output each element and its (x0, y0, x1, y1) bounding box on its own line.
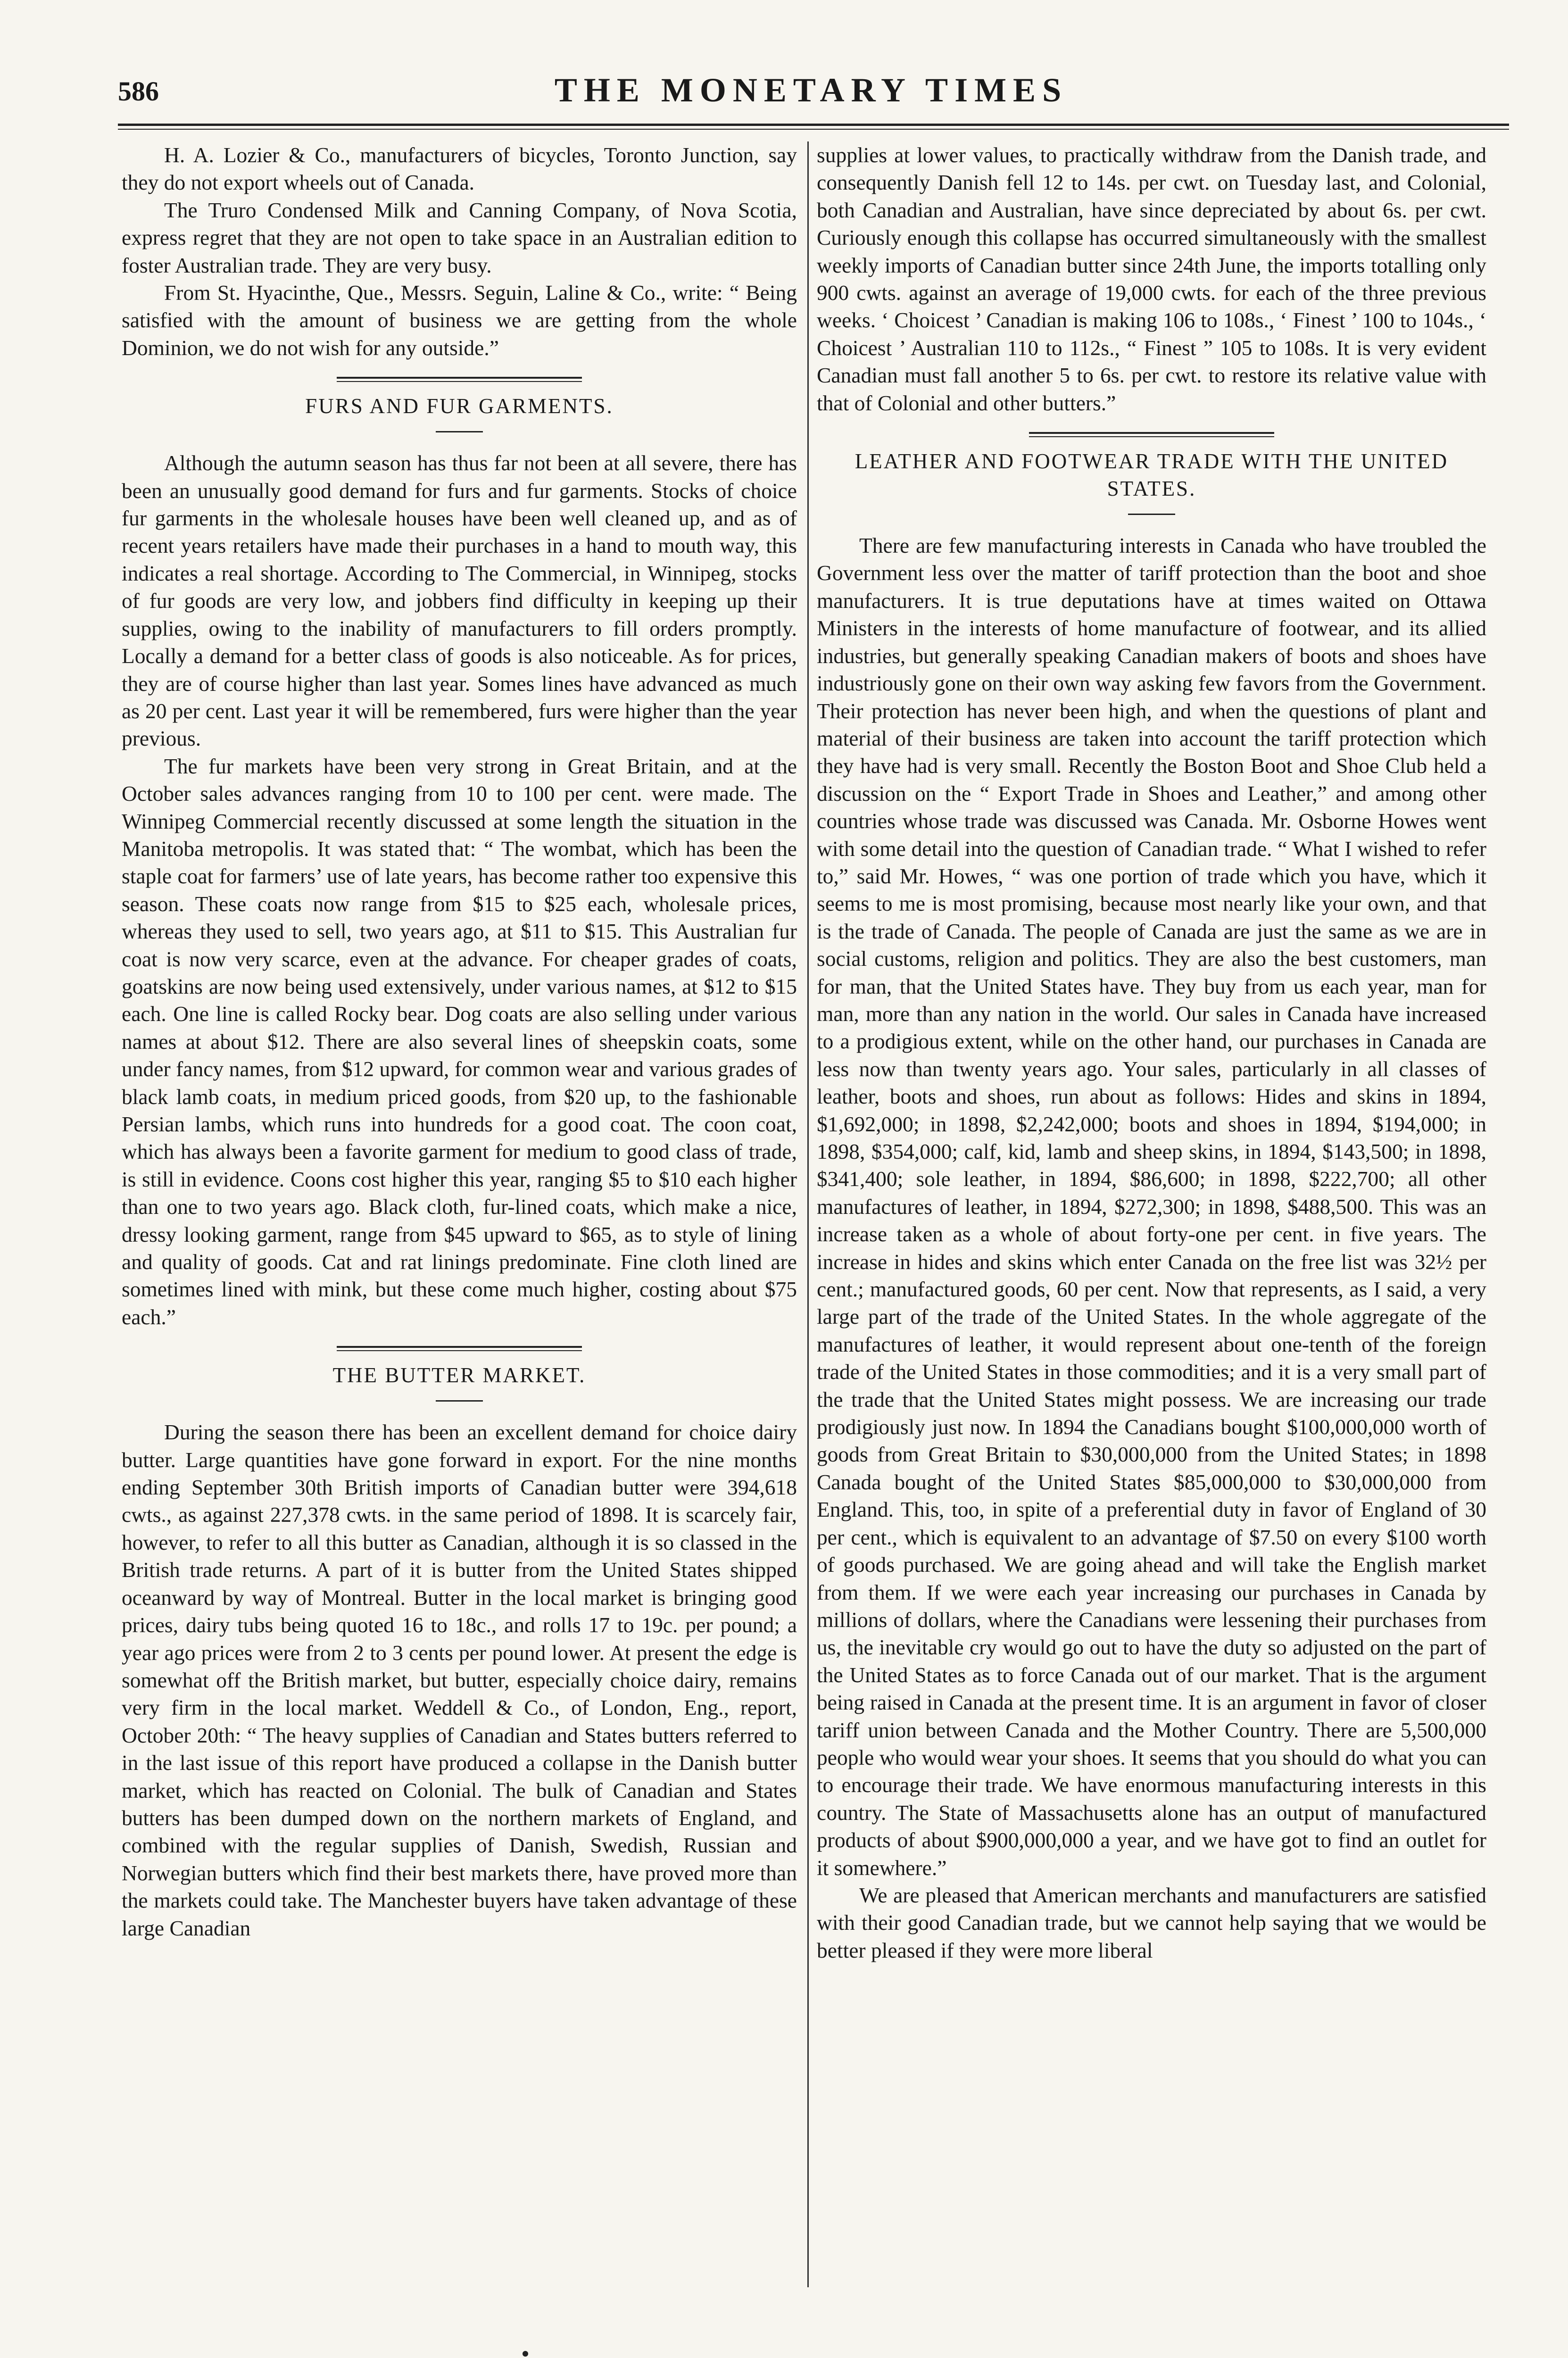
section-divider (337, 377, 582, 382)
left-column (122, 141, 797, 1942)
heading-rule (1128, 514, 1175, 515)
section-divider (1029, 432, 1274, 437)
leather-heading: LEATHER AND FOOTWEAR TRADE WITH THE UNITED STATES. (855, 449, 1449, 501)
decorative-dot (523, 2351, 528, 2357)
column-divider (807, 141, 809, 2287)
butter-continued-paragraph: supplies at lower values, to practically withdraw from the Danish trade, and consequently Danish fell 12 to 14s. per cwt. on Tuesday last, and Colonial, both Canadian and Australian, have since depreciated by about 6s. per cwt. Curiously enough this collapse has occurred simultaneously with the smallest weekly imports of Canadian butter since 24th June, the imports totalling only 900 cwts. against an average of 19,000 cwts. for each of the three previous weeks. ‘ Choicest ’ Canadian is making 106 to 108s., ‘ Finest ’ 100 to 104s., ‘ Choicest ’ Australian 110 to 112s., “ Finest ” 105 to 108s. It is very evident Canadian must fall another 5 to 6s. per cwt. to restore its relative value with that of Colonial and other butters.” (817, 143, 1486, 415)
leather-paragraph: We are pleased that American merchants and manufacturers are satisfied with their good Canadian trade, but we cannot help saying that we would be better pleased if they were more liberal (817, 1883, 1486, 1962)
right-column (817, 141, 1486, 1964)
masthead-rule (118, 124, 1509, 130)
paragraph-truro: The Truro Condensed Milk and Canning Company, of Nova Scotia, express regret that they are not open to take space in an Australian edition to foster Australian trade. They are very busy. (122, 198, 797, 277)
heading-rule (436, 1400, 483, 1402)
heading-rule (436, 431, 483, 432)
masthead (118, 71, 1504, 123)
newspaper-title: THE MONETARY TIMES (554, 71, 1068, 109)
butter-paragraph: During the season there has been an excellent demand for choice dairy butter. Large quantities have gone forward in export. For the nine months ending September 30th British imports of Canadian butter were 394,618 cwts., as against 227,378 cwts. in the same period of 1898. It is scarcely fair, however, to refer to all this butter as Canadian, although it is so classed in the British trade returns. A part of it is butter from the United States shipped oceanward by way of Montreal. Butter in the local market is bringing good prices, dairy tubs being quoted 16 to 18c., and rolls 17 to 19c. per pound; a year ago prices were from 2 to 3 cents per pound lower. At present the edge is somewhat off the British market, but butter, especially choice dairy, remains very firm in the local market. Weddell & Co., of London, Eng., report, October 20th: “ The heavy supplies of Canadian and States butters referred to in the last issue of this report have produced a collapse in the Danish butter market, which has reacted on Colonial. The bulk of Canadian and States butters has been dumped down on the northern markets of England, and combined with the regular supplies of Danish, Swedish, Russian and Norwegian butters which find their best markets there, have proved more than the markets could take. The Manchester buyers have taken advantage of these large Canadian (122, 1420, 797, 1940)
furs-paragraph: Although the autumn season has thus far not been at all severe, there has been an unusually good demand for furs and fur garments. Stocks of choice fur garments in the wholesale houses have been well cleaned up, and as of recent years retailers have made their purchases in a hand to mouth way, this indicates a real shortage. According to The Commercial, in Winnipeg, stocks of fur goods are very low, and jobbers find difficulty in keeping up their supplies, owing to the inability of manufacturers to fill orders promptly. Locally a demand for a better class of goods is also noticeable. As for prices, they are of course higher than last year. Somes lines have advanced as much as 20 per cent. Last year it will be remembered, furs were higher than the year previous. (122, 451, 797, 751)
page-number: 586 (118, 76, 159, 107)
butter-heading: THE BUTTER MARKET. (332, 1363, 586, 1387)
furs-heading: FURS AND FUR GARMENTS. (305, 394, 614, 418)
paragraph-seguin: From St. Hyacinthe, Que., Messrs. Seguin, Laline & Co., write: “ Being satisfied with the amount of business we are getting from the whole Dominion, we do not wish for any outside.” (122, 281, 797, 360)
paragraph-lozier: H. A. Lozier & Co., manufacturers of bicycles, Toronto Junction, say they do not export wheels out of Canada. (122, 143, 797, 195)
furs-paragraph: The fur markets have been very strong in Great Britain, and at the October sales advances ranging from 10 to 100 per cent. were made. The Winnipeg Commercial recently discussed at some length the situation in the Manitoba metropolis. It was stated that: “ The wombat, which has been the staple coat for farmers’ use of late years, has become rather too expensive this season. These coats now range from $15 to $25 each, wholesale prices, whereas they used to sell, two years ago, at $11 to $15. This Australian fur coat is now very scarce, even at the advance. For cheaper grades of coats, goatskins are now being used extensively, under various names, at $12 to $15 each. One line is called Rocky bear. Dog coats are also selling under various names at about $12. There are also several lines of sheepskin coats, some under fancy names, from $12 upward, for common wear and various grades of black lamb coats, in medium priced goods, from $20 up, to the fashionable Persian lambs, which runs into hundreds for a good coat. The coon coat, which has always been a favorite garment for medium to good class of trade, is still in evidence. Coons cost higher this year, ranging $5 to $10 each higher than one to two years ago. Black cloth, fur-lined coats, which make a nice, dressy looking garment, range from $45 upward to $65, as to style of lining and quality of goods. Cat and rat linings predominate. Fine cloth lined are sometimes lined with mink, but these come much higher, costing about $75 each.” (122, 754, 797, 1329)
section-divider (337, 1346, 582, 1351)
leather-paragraph: There are few manufacturing interests in Canada who have troubled the Government less over the matter of tariff protection than the boot and shoe manufacturers. It is true deputations have at times waited on Ottawa Ministers in the interests of home manufacture of footwear, and its allied industries, but generally speaking Canadian makers of boots and shoes have industriously gone on their own way asking few favors from the Government. Their protection has never been high, and when the questions of plant and material of their business are taken into account the tariff protection which they have had is very small. Recently the Boston Boot and Shoe Club held a discussion on the “ Export Trade in Shoes and Leather,” and among other countries whose trade was discussed was Canada. Mr. Osborne Howes went with some detail into the question of Canadian trade. “ What I wished to refer to,” said Mr. Howes, “ was one portion of trade which you have, which it seems to me is most promising, because most nearly like your own, and that is the trade of Canada. The people of Canada are just the same as we are in social customs, religion and politics. They are also the best customers, man for man, that the United States have. They buy from us each year, man for man, more than any nation in the world. Our sales in Canada have increased to a prodigious extent, while on the other hand, our purchases in Canada are less now than twenty years ago. Your sales, particularly in all classes of leather, boots and shoes, run about as follows: Hides and skins in 1894, $1,692,000; in 1898, $2,242,000; boots and shoes in 1894, $194,000; in 1898, $354,000; calf, kid, lamb and sheep skins, in 1894, $143,500; in 1898, $341,400; sole leather, in 1894, $86,600; in 1898, $222,700; all other manufactures of leather, in 1894, $272,300; in 1898, $488,500. This was an increase taken as a whole of about forty-one per cent. in five years. The increase in hides and skins which enter Canada on the free list was 32½ per cent.; manufactured goods, 60 per cent. Now that represents, as I said, a very large part of the trade of the United States. In the whole aggregate of the manufactures of leather, it would represent about one-tenth of the foreign trade of the United States in those commodities; and it is a very small part of the trade that the United States might possess. We are increasing our trade prodigiously just now. In 1894 the Canadians bought $100,000,000 worth of goods from Great Britain to $30,000,000 from the United States; in 1898 Canada bought of the United States $85,000,000 to $30,000,000 from England. This, too, in spite of a preferential duty in favor of England of 30 per cent., which is equivalent to an advantage of $7.50 on every $100 worth of goods purchased. We are going ahead and will take the English market from them. If we were each year increasing our purchases in Canada by millions of dollars, where the Canadians were lessening their purchases from us, the inevitable cry would go out to have the duty so adjusted on the part of the United States as to force Canada out of our market. That is the argument being raised in Canada at the present time. It is an argument in favor of closer tariff union between Canada and the Mother Country. There are 5,500,000 people who would wear your shoes. It seems that you should do what you can to encourage their trade. We have enormous manufacturing interests in this country. The State of Massachusetts alone has an output of manufactured products of about $900,000,000 a year, and we have got to find an outlet for it somewhere.” (817, 533, 1486, 1880)
